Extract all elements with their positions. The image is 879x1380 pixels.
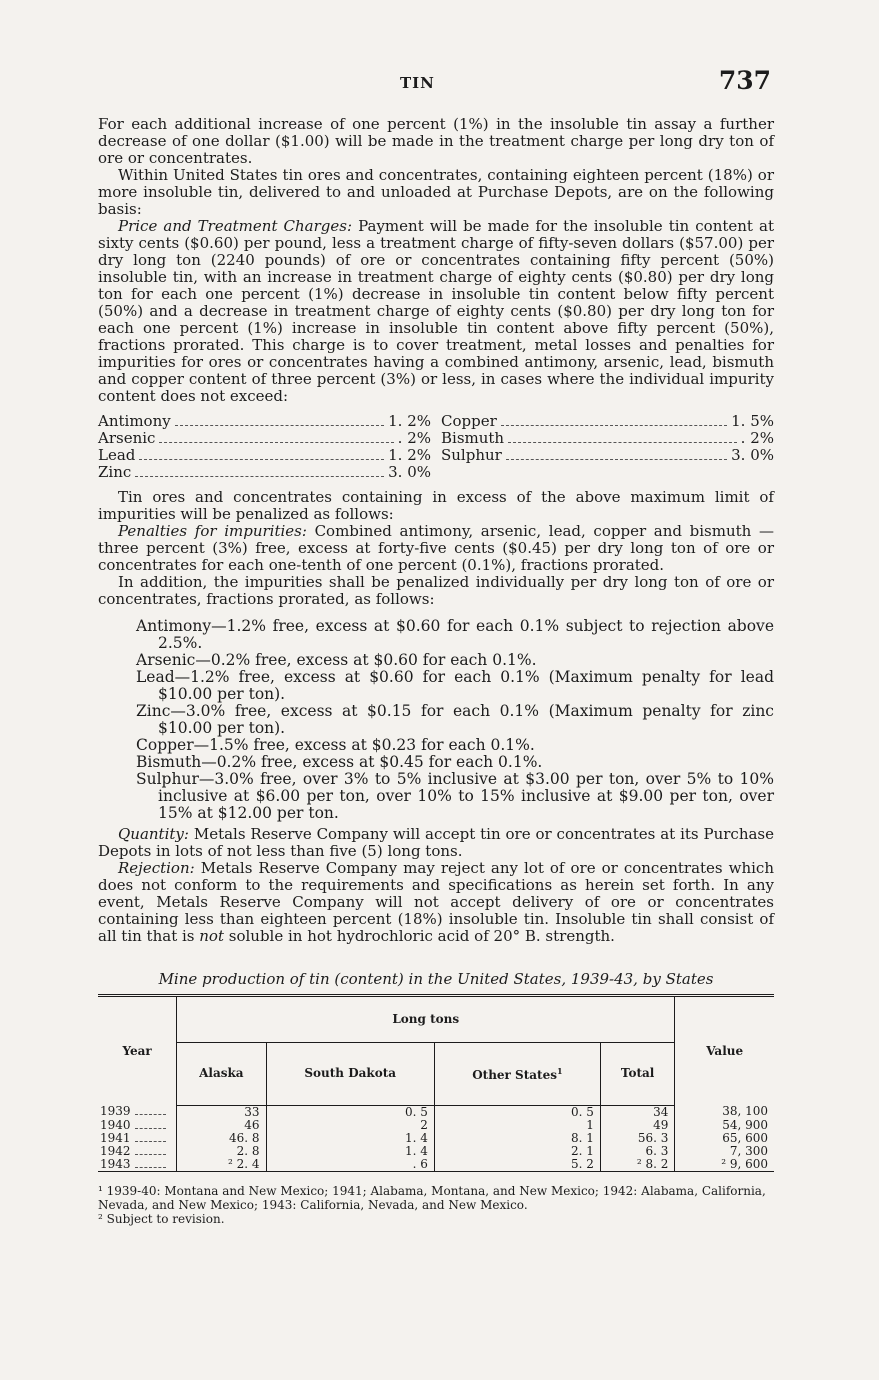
cell-south-dakota: . 6 xyxy=(266,1158,434,1172)
cell-value: ² 9, 600 xyxy=(675,1158,774,1172)
header-year: Year xyxy=(98,996,177,1106)
rejection-emphasis: not xyxy=(199,927,224,945)
table-row xyxy=(98,1119,774,1132)
rejection-text-b: soluble in hot hydrochloric acid of 20° B. strength. xyxy=(223,927,615,945)
header-total: Total xyxy=(600,1043,674,1105)
page-header xyxy=(0,66,879,98)
limit-value: 1. 2% xyxy=(388,412,431,430)
cell-other-states: 2. 1 xyxy=(434,1145,600,1158)
year-label: 1940 xyxy=(100,1117,131,1132)
header-long-tons: Long tons xyxy=(177,996,675,1043)
cell-other-states: 0. 5 xyxy=(434,1105,600,1119)
table-caption: Mine production of tin (content) in the United States, 1939-43, by States xyxy=(158,970,714,988)
dot-leader xyxy=(139,458,384,460)
paragraph-treatment-decrease: For each additional increase of one percent (1%) in the insoluble tin assay a further decrease of one dollar ($1.00) will be made in the treatment charge per long dry ton of ore or concentrates. xyxy=(98,115,774,167)
cell-year xyxy=(98,1145,177,1158)
rejection-text-a: Metals Reserve Company may reject any lot of ore or concentrates which does not conform to the requirements and specifications as herein set forth. In any event, Metals Reserve Company will not accept delivery of ore or concentrates containing less than eighteen percent (18%) insoluble tin. Insoluble tin shall consist of all tin that is xyxy=(98,859,774,945)
production-table xyxy=(98,994,774,1172)
quantity-text: Metals Reserve Company will accept tin ore or concentrates at its Purchase Depots in lots of not less than five (5) long tons. xyxy=(98,825,774,860)
paragraph-excess-impurities: Tin ores and concentrates containing in excess of the above maximum limit of impurities will be penalized as follows: xyxy=(98,488,774,523)
impurity-limits-table xyxy=(98,413,774,481)
cell-total: 49 xyxy=(600,1119,674,1132)
cell-alaska: 46. 8 xyxy=(177,1132,266,1145)
table-row xyxy=(98,1132,774,1145)
paragraph-price-treatment xyxy=(98,218,774,405)
dot-leader xyxy=(159,441,393,443)
cell-total: 56. 3 xyxy=(600,1132,674,1145)
cell-year xyxy=(98,1105,177,1119)
header-south-dakota: South Dakota xyxy=(266,1043,434,1105)
limit-name: Zinc xyxy=(98,463,132,481)
penalty-list xyxy=(136,618,774,822)
penalty-bismuth: Bismuth—0.2% free, excess at $0.45 for each 0.1%. xyxy=(136,753,543,771)
cell-other-states: 1 xyxy=(434,1119,600,1132)
table-row xyxy=(98,1145,774,1158)
cell-value: 65, 600 xyxy=(675,1132,774,1145)
limit-name: Lead xyxy=(98,446,136,464)
year-label: 1943 xyxy=(100,1156,131,1171)
penalty-copper: Copper—1.5% free, excess at $0.23 for each 0.1%. xyxy=(136,736,535,754)
dot-leader xyxy=(135,1166,167,1168)
cell-south-dakota: 2 xyxy=(266,1119,434,1132)
paragraph-penalties xyxy=(98,523,774,574)
year-label: 1941 xyxy=(100,1130,131,1145)
paragraph-basis: Within United States tin ores and concentrates, containing eighteen percent (18%) or more insoluble tin, delivered to and unloaded at Purchase Depots, are on the following basis: xyxy=(98,166,774,218)
footnote-2: ² Subject to revision. xyxy=(98,1211,225,1226)
dot-leader xyxy=(135,1140,167,1142)
limit-row-lead xyxy=(98,447,431,464)
paragraph-individual-penalties: In addition, the impurities shall be penalized individually per dry long ton of ore or concentrates, fractions prorated, as follows: xyxy=(98,573,774,608)
limit-value: 3. 0% xyxy=(388,463,431,481)
penalty-zinc: Zinc—3.0% free, excess at $0.15 for each 0.1% (Maximum penalty for zinc $10.00 per ton). xyxy=(136,702,774,737)
price-treatment-label: Price and Treatment Charges: xyxy=(118,217,353,235)
cell-year xyxy=(98,1132,177,1145)
dot-leader xyxy=(501,424,727,426)
footnote-1: ¹ 1939-40: Montana and New Mexico; 1941; Alabama, Montana, and New Mexico; 1942: Alabama, California, Nevada, and New Mexico; 1943: California, Nevada, and New Mexico. xyxy=(98,1183,766,1212)
limit-row-antimony xyxy=(98,413,431,430)
cell-value: 7, 300 xyxy=(675,1145,774,1158)
header-alaska: Alaska xyxy=(177,1043,266,1105)
body-text xyxy=(98,116,774,1226)
cell-year xyxy=(98,1119,177,1132)
paragraph-rejection xyxy=(98,860,774,945)
limit-row-bismuth xyxy=(441,430,774,447)
footnote-marker: 1 xyxy=(556,1066,563,1077)
dot-leader xyxy=(175,424,384,426)
limit-row-arsenic xyxy=(98,430,431,447)
cell-south-dakota: 1. 4 xyxy=(266,1145,434,1158)
limit-row-copper xyxy=(441,413,774,430)
table-header-row xyxy=(98,996,774,1043)
limit-name: Bismuth xyxy=(441,429,505,447)
cell-other-states: 5. 2 xyxy=(434,1158,600,1172)
cell-south-dakota: 1. 4 xyxy=(266,1132,434,1145)
limit-value: . 2% xyxy=(397,429,431,447)
limit-value: . 2% xyxy=(740,429,774,447)
cell-south-dakota: 0. 5 xyxy=(266,1105,434,1119)
running-title: TIN xyxy=(400,74,435,92)
table-footnotes xyxy=(98,1184,774,1226)
table-subheader-row xyxy=(98,1043,774,1105)
header-other-states-label: Other States xyxy=(472,1068,557,1083)
limit-value: 1. 5% xyxy=(731,412,774,430)
dot-leader xyxy=(508,441,737,443)
cell-value: 54, 900 xyxy=(675,1119,774,1132)
year-label: 1942 xyxy=(100,1143,131,1158)
cell-other-states: 8. 1 xyxy=(434,1132,600,1145)
header-value: Value xyxy=(675,996,774,1106)
dot-leader xyxy=(135,1153,167,1155)
cell-alaska: 33 xyxy=(177,1105,266,1119)
cell-alaska: 2. 8 xyxy=(177,1145,266,1158)
limit-value: 3. 0% xyxy=(731,446,774,464)
penalty-lead: Lead—1.2% free, excess at $0.60 for each 0.1% (Maximum penalty for lead $10.00 per ton). xyxy=(136,668,774,703)
rejection-label: Rejection: xyxy=(118,859,195,877)
limit-row-sulphur xyxy=(441,447,774,464)
cell-total: ² 8. 2 xyxy=(600,1158,674,1172)
limit-name: Sulphur xyxy=(441,446,502,464)
table-row xyxy=(98,1105,774,1119)
dot-leader xyxy=(506,458,727,460)
price-treatment-text: Payment will be made for the insoluble tin content at sixty cents ($0.60) per pound, less a treatment charge of fifty-seven dollars ($57.00) per dry long ton (2240 pounds) of ore or concentrates containing fifty percent (50%) insoluble tin, with an increase in treatment charge of eighty cents ($0.80) per dry long ton for each one percent (1%) decrease in insoluble tin content below fifty percent (50%) and a decrease in treatment charge of eighty cents ($0.80) per dry long ton for each one percent (1%) increase in insoluble tin content above fifty percent (50%), fractions prorated. This charge is to cover treatment, metal losses and penalties for impurities for ores or concentrates having a combined antimony, arsenic, lead, bismuth and copper content of three percent (3%) or less, in cases where the individual impurity content does not exceed: xyxy=(98,217,774,405)
penalty-arsenic: Arsenic—0.2% free, excess at $0.60 for each 0.1%. xyxy=(136,651,537,669)
penalty-sulphur: Sulphur—3.0% free, over 3% to 5% inclusive at $3.00 per ton, over 5% to 10% inclusive at $6.00 per ton, over 10% to 15% inclusive at $9.00 per ton, over 15% at $12.00 per ton. xyxy=(136,770,774,822)
dot-leader xyxy=(135,1113,167,1115)
dot-leader xyxy=(135,475,384,477)
cell-alaska: ² 2. 4 xyxy=(177,1158,266,1172)
quantity-label: Quantity: xyxy=(118,825,189,843)
paragraph-quantity xyxy=(98,826,774,860)
limit-name: Copper xyxy=(441,412,497,430)
penalties-text: Combined antimony, arsenic, lead, copper and bismuth —three percent (3%) free, excess at forty-five cents ($0.45) per dry long ton of ore or concentrates for each one-tenth of one percent (0.1%), fractions prorated. xyxy=(98,522,775,574)
year-label: 1939 xyxy=(100,1104,131,1119)
cell-year xyxy=(98,1158,177,1172)
dot-leader xyxy=(135,1127,167,1129)
penalty-antimony: Antimony—1.2% free, excess at $0.60 for each 0.1% subject to rejection above 2.5%. xyxy=(136,617,774,652)
limit-name: Arsenic xyxy=(98,429,156,447)
cell-alaska: 46 xyxy=(177,1119,266,1132)
table-row xyxy=(98,1158,774,1172)
limit-row-zinc xyxy=(98,464,431,481)
cell-total: 34 xyxy=(600,1105,674,1119)
cell-value: 38, 100 xyxy=(675,1105,774,1119)
penalties-label: Penalties for impurities: xyxy=(118,522,307,540)
limit-value: 1. 2% xyxy=(388,446,431,464)
cell-total: 6. 3 xyxy=(600,1145,674,1158)
page-number: 737 xyxy=(718,66,771,95)
limit-name: Antimony xyxy=(98,412,171,430)
header-other-states xyxy=(434,1043,600,1105)
